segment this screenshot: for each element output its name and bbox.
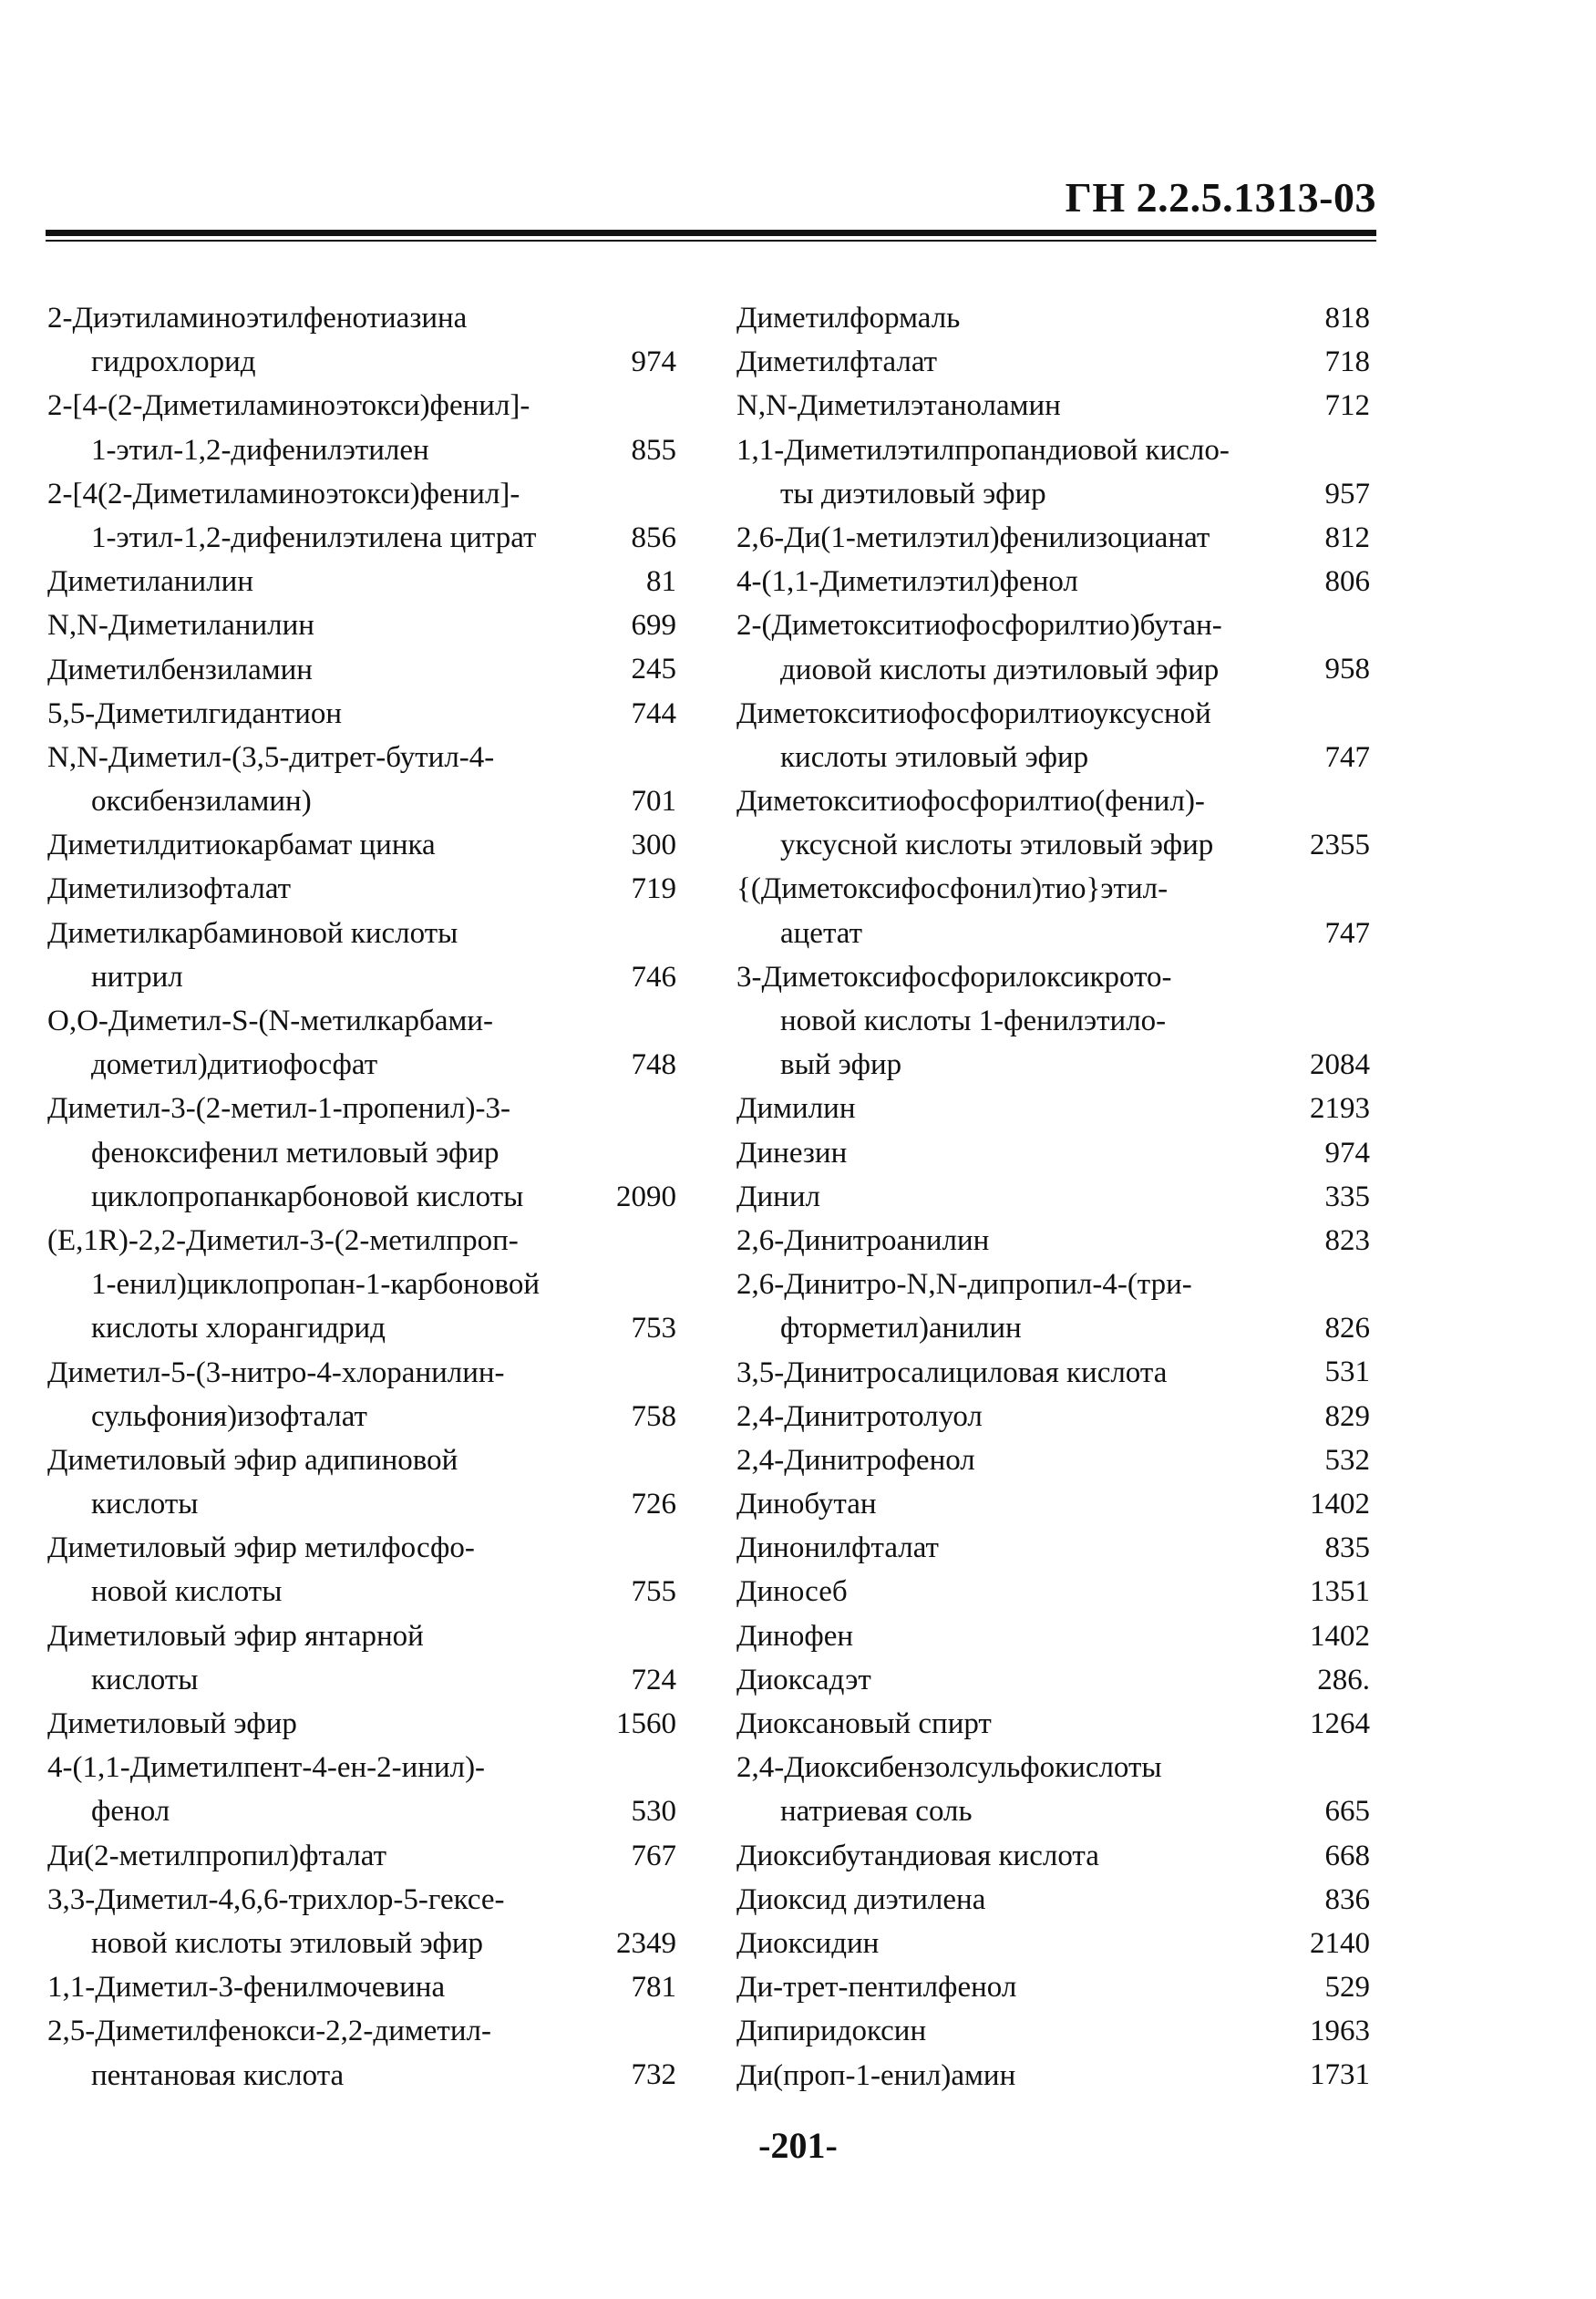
entry-term xyxy=(736,955,1370,999)
entry-term xyxy=(47,384,676,428)
index-entry xyxy=(736,692,1370,779)
index-entry xyxy=(47,1965,676,2009)
entry-text: (E,1R)-2,2-Диметил-3-(2-метилпроп- xyxy=(47,1223,519,1257)
entry-text: ты диэтиловый эфир xyxy=(780,477,1046,510)
entry-text: Диметокситиофосфорилтиоуксусной xyxy=(736,696,1211,730)
entry-term-continuation xyxy=(47,1263,676,1306)
entry-text: 4-(1,1-Диметилпент-4-ен-2-инил)- xyxy=(47,1751,486,1785)
entry-text: уксусной кислоты этиловый эфир xyxy=(780,829,1214,862)
entry-text: новой кислоты этиловый эфир xyxy=(91,1926,484,1960)
entry-text: фторметил)анилин xyxy=(780,1312,1022,1345)
entry-page-number: 974 xyxy=(1324,1136,1370,1170)
entry-text: 2-Диэтиламиноэтилфенотиазина xyxy=(47,302,468,335)
entry-page-number: 753 xyxy=(631,1312,676,1345)
entry-term xyxy=(47,296,676,340)
index-entry xyxy=(736,1878,1370,1922)
entry-page-number: 755 xyxy=(631,1575,676,1609)
entry-text: оксибензиламин) xyxy=(91,785,312,819)
entry-page-number: 767 xyxy=(631,1839,676,1872)
entry-text: 1,1-Диметилэтилпропандиовой кисло- xyxy=(736,433,1230,467)
entry-term xyxy=(736,1131,1370,1175)
entry-term xyxy=(47,1965,676,2009)
entry-text: Диметил-3-(2-метил-1-пропенил)-3- xyxy=(47,1092,510,1126)
entry-text: дометил)дитиофосфат xyxy=(91,1048,378,1082)
header-rule-thin xyxy=(46,240,1376,242)
entry-page-number: 719 xyxy=(631,872,676,906)
entry-term xyxy=(47,999,676,1043)
index-entry xyxy=(736,428,1370,516)
entry-term-continuation xyxy=(47,2054,676,2098)
entry-page-number: 781 xyxy=(631,1971,676,2005)
entry-text: 2,5-Диметилфенокси-2,2-диметил- xyxy=(47,2015,491,2048)
entry-page-number: 245 xyxy=(631,653,676,686)
entry-term xyxy=(47,1526,676,1570)
entry-term-continuation xyxy=(736,912,1370,955)
index-entry xyxy=(47,1351,676,1438)
entry-page-number: 300 xyxy=(631,829,676,862)
entry-term xyxy=(47,1351,676,1395)
entry-term xyxy=(736,603,1370,647)
entry-page-number: 718 xyxy=(1324,345,1370,379)
entry-page-number: 724 xyxy=(631,1663,676,1696)
entry-page-number: 836 xyxy=(1324,1882,1370,1916)
entry-term xyxy=(736,296,1370,340)
entry-text: фенол xyxy=(91,1795,170,1829)
entry-text: 2-[4(2-Диметиламиноэтокси)фенил]- xyxy=(47,477,520,510)
entry-term xyxy=(47,823,676,867)
entry-term xyxy=(736,1878,1370,1922)
index-entry xyxy=(736,1614,1370,1658)
entry-term-continuation xyxy=(47,428,676,472)
entry-page-number: 530 xyxy=(631,1795,676,1829)
entry-term-continuation xyxy=(47,1922,676,1965)
entry-term xyxy=(47,2009,676,2053)
index-entry xyxy=(736,1395,1370,1438)
entry-page-number: 1264 xyxy=(1310,1706,1370,1740)
entry-term xyxy=(736,516,1370,560)
entry-text: Диметилфталат xyxy=(736,345,938,379)
entry-term-continuation xyxy=(736,1789,1370,1833)
entry-text: 2,4-Динитрофенол xyxy=(736,1443,975,1477)
entry-text: 2-[4-(2-Диметиламиноэтокси)фенил]- xyxy=(47,389,530,423)
entry-term-continuation xyxy=(47,1306,676,1350)
entry-term xyxy=(47,1834,676,1878)
entry-text: новой кислоты xyxy=(91,1575,283,1609)
entry-text: Диметилбензиламин xyxy=(47,653,313,686)
entry-text: Динонилфталат xyxy=(736,1531,939,1565)
entry-term-continuation xyxy=(736,648,1370,692)
entry-term xyxy=(736,1526,1370,1570)
index-entry xyxy=(736,560,1370,603)
entry-page-number: 758 xyxy=(631,1399,676,1433)
index-entry xyxy=(736,1922,1370,1965)
entry-term xyxy=(47,867,676,911)
entry-page-number: 748 xyxy=(631,1048,676,1082)
entry-text: Диоксид диэтилена xyxy=(736,1882,986,1916)
entry-text: 2,4-Динитротолуол xyxy=(736,1399,983,1433)
index-entry xyxy=(47,1614,676,1702)
index-entry xyxy=(736,340,1370,384)
entry-term xyxy=(47,1878,676,1922)
entry-text: феноксифенил метиловый эфир xyxy=(91,1136,499,1170)
entry-text: Диметил-5-(3-нитро-4-хлоранилин- xyxy=(47,1356,505,1389)
entry-text: Диметиловый эфир адипиновой xyxy=(47,1443,458,1477)
index-entry xyxy=(736,1570,1370,1613)
entry-page-number: 957 xyxy=(1324,477,1370,510)
entry-page-number: 726 xyxy=(631,1488,676,1521)
index-entry xyxy=(47,1526,676,1613)
index-entry xyxy=(47,999,676,1087)
entry-term xyxy=(736,1658,1370,1702)
entry-text: Динобутан xyxy=(736,1488,877,1521)
index-entry xyxy=(736,603,1370,691)
index-entry xyxy=(47,912,676,999)
entry-text: Ди(2-метилпропил)фталат xyxy=(47,1839,386,1872)
entry-page-number: 744 xyxy=(631,696,676,730)
entry-text: Диметилдитиокарбамат цинка xyxy=(47,829,436,862)
entry-page-number: 2355 xyxy=(1310,829,1370,862)
entry-page-number: 2193 xyxy=(1310,1092,1370,1126)
index-entry xyxy=(736,296,1370,340)
index-entry xyxy=(47,648,676,692)
entry-text: кислоты хлорангидрид xyxy=(91,1312,386,1345)
entry-text: Диоксибутандиовая кислота xyxy=(736,1839,1099,1872)
entry-text: кислоты этиловый эфир xyxy=(780,740,1089,774)
entry-text: Диметиловый эфир метилфосфо- xyxy=(47,1531,475,1565)
index-entry xyxy=(47,867,676,911)
index-entry xyxy=(736,384,1370,428)
entry-term xyxy=(736,1438,1370,1482)
entry-text: вый эфир xyxy=(780,1048,902,1082)
page-header xyxy=(46,173,1376,228)
entry-page-number: 2090 xyxy=(616,1180,676,1213)
entry-text: 4-(1,1-Диметилэтил)фенол xyxy=(736,565,1078,599)
index-entry xyxy=(736,1965,1370,2009)
entry-text: 3,3-Диметил-4,6,6-трихлор-5-гексе- xyxy=(47,1882,505,1916)
entry-term xyxy=(47,1087,676,1130)
entry-term xyxy=(47,472,676,516)
entry-term xyxy=(47,603,676,647)
entry-text: кислоты xyxy=(91,1488,199,1521)
entry-text: Диметокситиофосфорилтио(фенил)- xyxy=(736,785,1205,819)
entry-term-continuation xyxy=(47,1395,676,1438)
entry-term-continuation xyxy=(736,472,1370,516)
entry-term-continuation xyxy=(47,1131,676,1175)
index-entry xyxy=(47,560,676,603)
entry-page-number: 81 xyxy=(646,565,676,599)
entry-term xyxy=(47,1219,676,1263)
entry-term-continuation xyxy=(736,1043,1370,1087)
entry-text: N,N-Диметилэтаноламин xyxy=(736,389,1061,423)
index-entry xyxy=(736,779,1370,867)
index-entry xyxy=(47,1878,676,1965)
entry-text: Диоксадэт xyxy=(736,1663,871,1696)
entry-term xyxy=(47,912,676,955)
entry-page-number: 1731 xyxy=(1310,2058,1370,2092)
entry-text: 2,6-Ди(1-метилэтил)фенилизоцианат xyxy=(736,521,1210,554)
entry-page-number: 818 xyxy=(1324,301,1370,335)
index-entry xyxy=(736,1175,1370,1219)
index-entry xyxy=(736,2054,1370,2098)
index-entry xyxy=(47,1219,676,1351)
entry-term xyxy=(47,1438,676,1482)
index-entry xyxy=(47,472,676,560)
index-entry xyxy=(47,2009,676,2097)
index-entry xyxy=(47,1438,676,1526)
index-entry xyxy=(736,1526,1370,1570)
index-entry xyxy=(736,516,1370,560)
entry-page-number: 826 xyxy=(1324,1312,1370,1345)
entry-term xyxy=(736,2009,1370,2053)
entry-page-number: 747 xyxy=(1324,916,1370,950)
entry-text: 1-енил)циклопропан-1-карбоновой xyxy=(91,1268,540,1302)
index-entry xyxy=(47,823,676,867)
entry-text: Динил xyxy=(736,1180,820,1213)
entry-page-number: 747 xyxy=(1324,740,1370,774)
entry-term xyxy=(736,692,1370,736)
entry-page-number: 1402 xyxy=(1310,1619,1370,1653)
entry-page-number: 856 xyxy=(631,521,676,554)
entry-text: сульфония)изофталат xyxy=(91,1399,367,1433)
index-entry xyxy=(47,1702,676,1746)
index-entry xyxy=(736,867,1370,954)
entry-text: 3-Диметоксифосфорилоксикрото- xyxy=(736,960,1172,994)
header-rule-thick xyxy=(46,230,1376,236)
index-entry xyxy=(47,296,676,384)
entry-text: 2,4-Диоксибензолсульфокислоты xyxy=(736,1751,1162,1785)
entry-page-number: 2349 xyxy=(616,1926,676,1960)
entry-text: Диметиланилин xyxy=(47,565,254,599)
entry-page-number: 335 xyxy=(1324,1180,1370,1213)
entry-term xyxy=(736,1175,1370,1219)
entry-term-continuation xyxy=(736,1306,1370,1350)
entry-text: 5,5-Диметилгидантион xyxy=(47,696,343,730)
entry-text: Диметилформаль xyxy=(736,302,961,335)
entry-term xyxy=(736,1614,1370,1658)
entry-text: Диносеб xyxy=(736,1575,848,1609)
index-entry xyxy=(736,2009,1370,2053)
entry-text: нитрил xyxy=(91,960,183,994)
index-column-left xyxy=(47,296,676,2098)
entry-term-continuation xyxy=(47,955,676,999)
entry-term xyxy=(47,736,676,779)
entry-term xyxy=(736,1219,1370,1263)
entry-text: 2,6-Динитро-N,N-дипропил-4-(три- xyxy=(736,1268,1192,1302)
entry-page-number: 974 xyxy=(631,345,676,379)
entry-text: Димилин xyxy=(736,1092,856,1126)
entry-term xyxy=(736,384,1370,428)
entry-text: Диметиловый эфир янтарной xyxy=(47,1619,424,1653)
entry-text: Диоксановый спирт xyxy=(736,1707,992,1740)
entry-term xyxy=(47,648,676,692)
entry-text: Диметиловый эфир xyxy=(47,1707,297,1740)
entry-term xyxy=(736,779,1370,823)
entry-page-number: 712 xyxy=(1324,389,1370,423)
entry-term xyxy=(736,1087,1370,1130)
index-entry xyxy=(47,1834,676,1878)
entry-page-number: 701 xyxy=(631,785,676,819)
entry-term xyxy=(736,340,1370,384)
entry-term xyxy=(47,692,676,736)
entry-text: Диметилкарбаминовой кислоты xyxy=(47,916,458,950)
entry-text: N,N-Диметил-(3,5-дитрет-бутил-4- xyxy=(47,740,495,774)
entry-text: Диоксидин xyxy=(736,1926,880,1960)
entry-page-number: 2084 xyxy=(1310,1048,1370,1082)
entry-term-continuation xyxy=(47,516,676,560)
entry-page-number: 286. xyxy=(1317,1663,1370,1696)
entry-page-number: 812 xyxy=(1324,521,1370,554)
entry-term-continuation xyxy=(47,1789,676,1833)
entry-term-continuation xyxy=(736,823,1370,867)
page-number: -201- xyxy=(758,2125,838,2166)
entry-page-number: 746 xyxy=(631,960,676,994)
document-code: ГН 2.2.5.1313-03 xyxy=(1065,174,1376,221)
entry-text: O,O-Диметил-S-(N-метилкарбами- xyxy=(47,1005,494,1037)
entry-page-number: 835 xyxy=(1324,1531,1370,1565)
entry-text: гидрохлорид xyxy=(91,345,256,379)
entry-term-continuation xyxy=(47,1482,676,1526)
entry-page-number: 665 xyxy=(1324,1795,1370,1829)
entry-text: N,N-Диметиланилин xyxy=(47,609,314,643)
index-entry xyxy=(736,1438,1370,1482)
entry-text: Ди-трет-пентилфенол xyxy=(736,1971,1017,2005)
entry-term-continuation xyxy=(47,779,676,823)
entry-term xyxy=(736,1395,1370,1438)
index-entry xyxy=(736,955,1370,1088)
entry-term-continuation xyxy=(47,1658,676,1702)
entry-page-number: 823 xyxy=(1324,1223,1370,1257)
index-entry xyxy=(47,1087,676,1219)
index-entry xyxy=(736,1702,1370,1746)
index-entry xyxy=(47,736,676,823)
entry-text: натриевая соль xyxy=(780,1795,973,1829)
index-entry xyxy=(736,1482,1370,1526)
entry-term-continuation xyxy=(736,736,1370,779)
entry-term xyxy=(736,1702,1370,1746)
entry-page-number: 1402 xyxy=(1310,1488,1370,1521)
entry-term xyxy=(736,867,1370,911)
entry-term xyxy=(736,1482,1370,1526)
entry-page-number: 529 xyxy=(1324,1971,1370,2005)
entry-text: новой кислоты 1-фенилэтило- xyxy=(780,1005,1167,1037)
entry-text: диовой кислоты диэтиловый эфир xyxy=(780,653,1220,686)
entry-text: {(Диметоксифосфонил)тио}этил- xyxy=(736,872,1169,906)
entry-term xyxy=(736,1746,1370,1789)
entry-term xyxy=(47,1746,676,1789)
entry-term xyxy=(736,1965,1370,2009)
index-column-right xyxy=(736,296,1370,2098)
entry-term xyxy=(47,1614,676,1658)
entry-text: циклопропанкарбоновой кислоты xyxy=(91,1180,524,1213)
entry-text: пентановая кислота xyxy=(91,2058,345,2092)
index-entry xyxy=(736,1131,1370,1175)
entry-page-number: 531 xyxy=(1324,1356,1370,1389)
entry-term-continuation xyxy=(736,999,1370,1043)
index-entry xyxy=(736,1834,1370,1878)
entry-term xyxy=(736,1351,1370,1395)
entry-text: Дипиридоксин xyxy=(736,2015,927,2048)
entry-text: кислоты xyxy=(91,1663,199,1696)
entry-text: Динофен xyxy=(736,1619,854,1653)
index-entry xyxy=(47,384,676,471)
index-entry xyxy=(47,603,676,647)
entry-page-number: 1560 xyxy=(616,1706,676,1740)
entry-page-number: 958 xyxy=(1324,653,1370,686)
entry-term-continuation xyxy=(47,1570,676,1613)
entry-page-number: 829 xyxy=(1324,1399,1370,1433)
entry-page-number: 532 xyxy=(1324,1443,1370,1477)
entry-text: 2,6-Динитроанилин xyxy=(736,1223,990,1257)
entry-term xyxy=(736,428,1370,472)
index-entry xyxy=(47,1746,676,1833)
index-entry xyxy=(736,1263,1370,1350)
entry-page-number: 668 xyxy=(1324,1839,1370,1872)
entry-term xyxy=(736,2054,1370,2098)
entry-text: 1-этил-1,2-дифенилэтилена цитрат xyxy=(91,521,537,554)
entry-text: ацетат xyxy=(780,916,862,950)
entry-term-continuation xyxy=(47,340,676,384)
entry-term xyxy=(736,1922,1370,1965)
entry-term xyxy=(736,560,1370,603)
entry-page-number: 806 xyxy=(1324,565,1370,599)
entry-page-number: 1963 xyxy=(1310,2015,1370,2048)
entry-term xyxy=(736,1834,1370,1878)
entry-page-number: 732 xyxy=(631,2058,676,2092)
entry-page-number: 2140 xyxy=(1310,1926,1370,1960)
entry-page-number: 855 xyxy=(631,433,676,467)
index-entry xyxy=(736,1219,1370,1263)
index-entry xyxy=(736,1087,1370,1130)
entry-term-continuation xyxy=(47,1175,676,1219)
entry-text: Диметилизофталат xyxy=(47,872,292,906)
entry-text: Динезин xyxy=(736,1136,848,1170)
entry-term-continuation xyxy=(47,1043,676,1087)
entry-text: Ди(проп-1-енил)амин xyxy=(736,2058,1016,2092)
entry-term xyxy=(47,1702,676,1746)
entry-page-number: 1351 xyxy=(1310,1575,1370,1609)
index-entry xyxy=(736,1746,1370,1833)
entry-term xyxy=(47,560,676,603)
index-entry xyxy=(47,692,676,736)
index-entry xyxy=(736,1658,1370,1702)
entry-text: 2-(Диметокситиофосфорилтио)бутан- xyxy=(736,609,1222,643)
entry-text: 1-этил-1,2-дифенилэтилен xyxy=(91,433,429,467)
entry-text: 3,5-Динитросалициловая кислота xyxy=(736,1356,1168,1389)
entry-term xyxy=(736,1263,1370,1306)
entry-page-number: 699 xyxy=(631,609,676,643)
index-entry xyxy=(736,1351,1370,1395)
entry-text: 1,1-Диметил-3-фенилмочевина xyxy=(47,1971,446,2005)
entry-term xyxy=(736,1570,1370,1613)
